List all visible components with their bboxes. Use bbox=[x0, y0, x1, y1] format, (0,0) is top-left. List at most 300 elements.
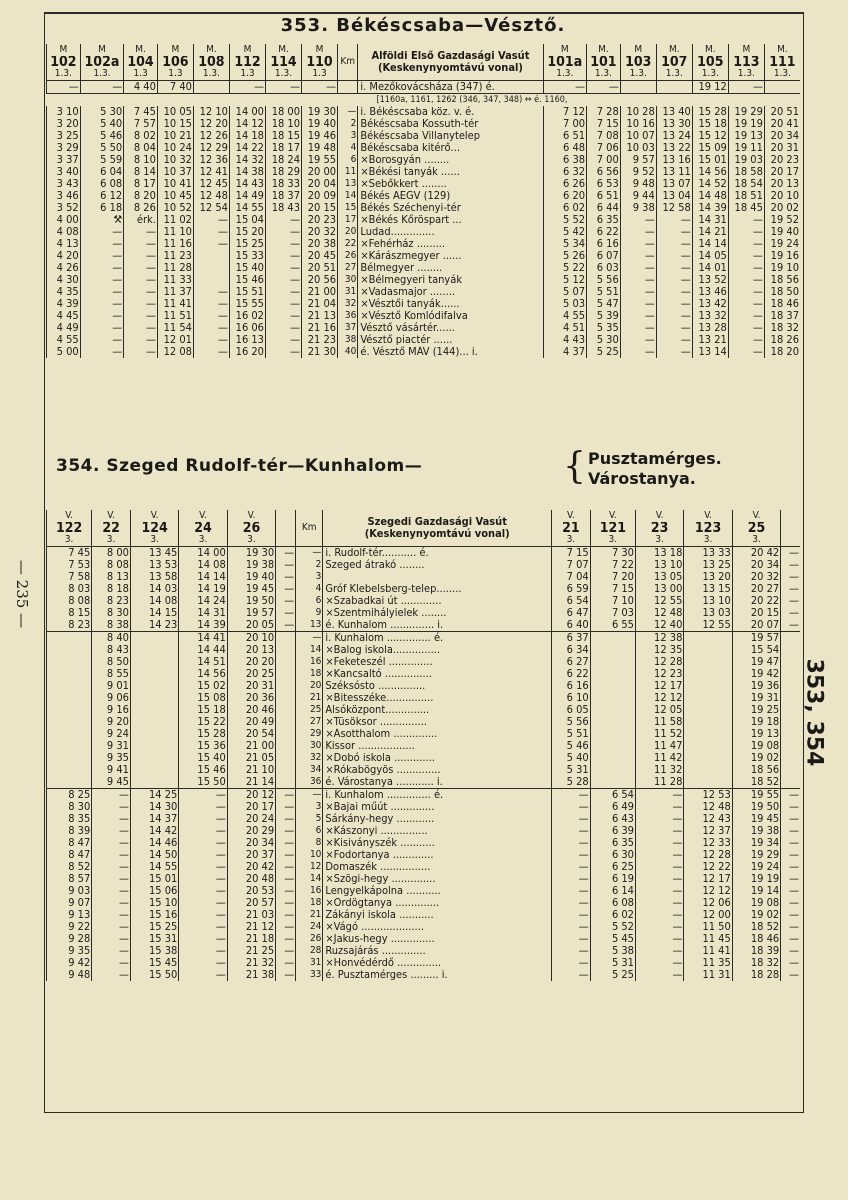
time-cell: — bbox=[80, 226, 123, 238]
time-cell: — bbox=[80, 334, 123, 346]
time-cell: 5 31 bbox=[590, 957, 635, 969]
km-cell: 30 bbox=[338, 274, 358, 286]
time-cell: 20 29 bbox=[227, 825, 275, 837]
time-cell: 9 22 bbox=[47, 921, 92, 933]
time-cell: 20 04 bbox=[302, 178, 338, 190]
station-name: Szeged átrakó ........ bbox=[323, 559, 552, 571]
time-cell: 14 43 bbox=[229, 178, 265, 190]
time-cell: 12 37 bbox=[684, 825, 732, 837]
time-cell: 9 03 bbox=[47, 885, 92, 897]
time-cell: 10 32 bbox=[157, 154, 193, 166]
time-cell: 6 18 bbox=[80, 202, 123, 214]
time-cell: — bbox=[276, 957, 296, 969]
station-name: ×Vésztői tanyák...... bbox=[358, 298, 543, 310]
time-cell: 4 20 bbox=[47, 250, 81, 262]
station-name: é. Pusztamérges ......... i. bbox=[323, 969, 552, 981]
table-353-title: 353. Békéscsaba—Vésztő. bbox=[280, 15, 566, 36]
time-cell: — bbox=[620, 238, 656, 250]
time-cell: — bbox=[552, 885, 591, 897]
km-cell: 21 bbox=[296, 909, 323, 921]
time-cell: 21 25 bbox=[227, 945, 275, 957]
col-train-number: 25 bbox=[732, 522, 780, 534]
time-cell: 12 12 bbox=[684, 885, 732, 897]
table-row bbox=[47, 740, 801, 752]
col-class bbox=[276, 534, 296, 547]
station-name: ×Békés Kőröspart ... bbox=[358, 214, 543, 226]
km-cell: 14 bbox=[296, 644, 323, 656]
time-cell: 8 52 bbox=[47, 861, 92, 873]
time-cell: — bbox=[193, 286, 229, 298]
time-cell: — bbox=[124, 298, 158, 310]
time-cell bbox=[684, 740, 732, 752]
time-cell: — bbox=[781, 789, 800, 802]
time-cell: — bbox=[620, 298, 656, 310]
time-cell bbox=[684, 716, 732, 728]
time-cell bbox=[130, 776, 178, 789]
time-cell: 6 34 bbox=[552, 644, 591, 656]
time-cell: 13 24 bbox=[656, 130, 692, 142]
time-cell: — bbox=[552, 813, 591, 825]
time-cell: 8 20 bbox=[124, 190, 158, 202]
time-cell: 13 10 bbox=[635, 559, 683, 571]
table-row bbox=[47, 595, 801, 607]
km-cell: 34 bbox=[296, 764, 323, 776]
col-train-number: 102 bbox=[47, 56, 81, 68]
time-cell: 14 21 bbox=[692, 226, 728, 238]
time-cell: — bbox=[47, 81, 81, 94]
station-name: Békés Széchenyi-tér bbox=[358, 202, 543, 214]
time-cell: 9 48 bbox=[620, 178, 656, 190]
time-cell: 12 43 bbox=[684, 813, 732, 825]
km-cell: 5 bbox=[296, 813, 323, 825]
time-cell: 5 52 bbox=[590, 921, 635, 933]
time-cell: 12 55 bbox=[684, 619, 732, 632]
col-class: 1.3. bbox=[656, 68, 692, 81]
time-cell: 19 12 bbox=[692, 81, 728, 94]
time-cell: 6 27 bbox=[552, 656, 591, 668]
col-category: M bbox=[229, 44, 265, 56]
station-name: ×Békési tanyák ...... bbox=[358, 166, 543, 178]
time-cell: 6 51 bbox=[543, 130, 586, 142]
time-cell bbox=[590, 656, 635, 668]
time-cell: 6 54 bbox=[552, 595, 591, 607]
time-cell bbox=[47, 776, 92, 789]
km-cell: 2 bbox=[296, 559, 323, 571]
table-row bbox=[47, 813, 801, 825]
table-353 bbox=[46, 44, 800, 358]
col-class: 1.3 bbox=[229, 68, 265, 81]
time-cell: — bbox=[276, 583, 296, 595]
km-cell: 8 bbox=[296, 837, 323, 849]
col-train-number: 122 bbox=[47, 522, 92, 534]
station-name: Békéscsaba Villanytelep bbox=[358, 130, 543, 142]
col-category bbox=[276, 510, 296, 522]
time-cell: 8 30 bbox=[92, 607, 131, 619]
time-cell: 14 44 bbox=[179, 644, 227, 656]
station-name: ×Fodortanya ............. bbox=[323, 849, 552, 861]
time-cell: 18 43 bbox=[265, 202, 301, 214]
time-cell: 15 25 bbox=[130, 921, 178, 933]
col-class: 1.3 bbox=[157, 68, 193, 81]
time-cell: 20 56 bbox=[302, 274, 338, 286]
time-cell: 18 46 bbox=[732, 933, 780, 945]
time-cell bbox=[764, 81, 800, 94]
time-cell: 19 52 bbox=[764, 214, 800, 226]
time-cell: — bbox=[635, 849, 683, 861]
time-cell: 8 23 bbox=[47, 619, 92, 632]
time-cell: 5 56 bbox=[552, 716, 591, 728]
time-cell: 20 51 bbox=[764, 106, 800, 118]
time-cell: 5 07 bbox=[543, 286, 586, 298]
time-cell: — bbox=[635, 801, 683, 813]
time-cell: 18 24 bbox=[265, 154, 301, 166]
time-cell: — bbox=[92, 789, 131, 802]
time-cell: — bbox=[276, 873, 296, 885]
time-cell: 13 21 bbox=[692, 334, 728, 346]
col-category: V. bbox=[732, 510, 780, 522]
time-cell: 8 57 bbox=[47, 873, 92, 885]
time-cell: 14 14 bbox=[692, 238, 728, 250]
time-cell: — bbox=[728, 298, 764, 310]
time-cell: 7 00 bbox=[543, 118, 586, 130]
time-cell: 18 28 bbox=[732, 969, 780, 981]
time-cell: 8 00 bbox=[92, 547, 131, 560]
time-cell: — bbox=[276, 849, 296, 861]
time-cell: 21 12 bbox=[227, 921, 275, 933]
time-cell: 18 52 bbox=[732, 776, 780, 789]
operator-name: Szegedi Gazdasági Vasút bbox=[367, 515, 507, 528]
time-cell: — bbox=[179, 933, 227, 945]
time-cell: 20 25 bbox=[227, 668, 275, 680]
time-cell: 5 22 bbox=[543, 262, 586, 274]
time-cell: — bbox=[552, 837, 591, 849]
time-cell: 19 46 bbox=[302, 130, 338, 142]
station-name: Vésztő vásártér...... bbox=[358, 322, 543, 334]
time-cell: 10 21 bbox=[157, 130, 193, 142]
col-train-number bbox=[276, 522, 296, 534]
time-cell: — bbox=[92, 969, 131, 981]
time-cell: — bbox=[124, 262, 158, 274]
col-train-number: 105 bbox=[692, 56, 728, 68]
time-cell: 21 05 bbox=[227, 752, 275, 764]
time-cell: — bbox=[656, 250, 692, 262]
time-cell: 5 50 bbox=[80, 142, 123, 154]
destination-2: Várostanya. bbox=[588, 469, 696, 488]
time-cell: 9 16 bbox=[92, 704, 131, 716]
time-cell: 8 35 bbox=[47, 813, 92, 825]
time-cell: — bbox=[80, 322, 123, 334]
time-cell: 19 03 bbox=[728, 154, 764, 166]
station-name: Széksósto ............... bbox=[323, 680, 552, 692]
time-cell: 14 41 bbox=[179, 632, 227, 645]
time-cell: — bbox=[552, 897, 591, 909]
time-cell: 14 22 bbox=[229, 142, 265, 154]
time-cell bbox=[781, 644, 800, 656]
time-cell: — bbox=[179, 957, 227, 969]
time-cell: 10 24 bbox=[157, 142, 193, 154]
time-cell bbox=[590, 728, 635, 740]
time-cell bbox=[590, 740, 635, 752]
time-cell: — bbox=[92, 813, 131, 825]
time-cell: — bbox=[781, 595, 800, 607]
km-cell: 38 bbox=[338, 334, 358, 346]
gauge-note: (Keskenynyomtávú vonal) bbox=[377, 61, 523, 74]
time-cell: 15 50 bbox=[130, 969, 178, 981]
time-cell: 5 46 bbox=[80, 130, 123, 142]
time-cell: 9 01 bbox=[92, 680, 131, 692]
time-cell bbox=[781, 704, 800, 716]
time-cell: 20 45 bbox=[302, 250, 338, 262]
time-cell: 20 27 bbox=[732, 583, 780, 595]
time-cell: 19 50 bbox=[227, 595, 275, 607]
time-cell: 12 28 bbox=[684, 849, 732, 861]
time-cell: 12 17 bbox=[635, 680, 683, 692]
time-cell: 7 53 bbox=[47, 559, 92, 571]
time-cell: 20 34 bbox=[227, 837, 275, 849]
time-cell: 14 52 bbox=[692, 178, 728, 190]
time-cell bbox=[47, 728, 92, 740]
time-cell: 15 06 bbox=[130, 885, 178, 897]
time-cell: 20 17 bbox=[227, 801, 275, 813]
time-cell: — bbox=[781, 813, 800, 825]
time-cell: — bbox=[265, 298, 301, 310]
time-cell: — bbox=[635, 873, 683, 885]
time-cell: 14 50 bbox=[130, 849, 178, 861]
time-cell bbox=[47, 692, 92, 704]
km-cell: 20 bbox=[296, 680, 323, 692]
time-cell: 16 13 bbox=[229, 334, 265, 346]
time-cell: 14 24 bbox=[179, 595, 227, 607]
time-cell: 15 55 bbox=[229, 298, 265, 310]
time-cell: 15 18 bbox=[179, 704, 227, 716]
table-row bbox=[47, 250, 801, 262]
time-cell: — bbox=[781, 897, 800, 909]
table-row bbox=[47, 873, 801, 885]
time-cell bbox=[684, 632, 732, 645]
time-cell: 16 20 bbox=[229, 346, 265, 358]
time-cell: 9 44 bbox=[620, 190, 656, 202]
time-cell: — bbox=[229, 81, 265, 94]
time-cell: 4 13 bbox=[47, 238, 81, 250]
time-cell: 21 10 bbox=[227, 764, 275, 776]
time-cell: 4 39 bbox=[47, 298, 81, 310]
time-cell: 21 38 bbox=[227, 969, 275, 981]
time-cell: 12 23 bbox=[635, 668, 683, 680]
time-cell: — bbox=[276, 921, 296, 933]
time-cell bbox=[781, 728, 800, 740]
km-cell: 37 bbox=[338, 322, 358, 334]
time-cell bbox=[684, 704, 732, 716]
time-cell: — bbox=[781, 619, 800, 632]
time-cell: 3 37 bbox=[47, 154, 81, 166]
time-cell: 4 55 bbox=[543, 310, 586, 322]
time-cell bbox=[130, 632, 178, 645]
time-cell: 14 48 bbox=[692, 190, 728, 202]
time-cell: — bbox=[193, 214, 229, 226]
time-cell: — bbox=[80, 286, 123, 298]
time-cell: — bbox=[179, 849, 227, 861]
time-cell: 9 41 bbox=[92, 764, 131, 776]
time-cell: 8 55 bbox=[92, 668, 131, 680]
time-cell: 14 01 bbox=[692, 262, 728, 274]
time-cell: 6 19 bbox=[590, 873, 635, 885]
time-cell: 20 31 bbox=[764, 142, 800, 154]
time-cell: 13 28 bbox=[692, 322, 728, 334]
time-cell: 8 10 bbox=[124, 154, 158, 166]
table-row bbox=[47, 885, 801, 897]
time-cell: 15 46 bbox=[229, 274, 265, 286]
time-cell: 7 12 bbox=[543, 106, 586, 118]
km-cell: 36 bbox=[296, 776, 323, 789]
time-cell: 8 03 bbox=[47, 583, 92, 595]
time-cell: 15 18 bbox=[692, 118, 728, 130]
time-cell bbox=[276, 752, 296, 764]
time-cell: 4 30 bbox=[47, 274, 81, 286]
time-cell: 12 38 bbox=[635, 632, 683, 645]
time-cell: 21 18 bbox=[227, 933, 275, 945]
time-cell: — bbox=[179, 945, 227, 957]
time-cell: — bbox=[728, 322, 764, 334]
time-cell: 7 30 bbox=[590, 547, 635, 560]
col-class: 1.3. bbox=[728, 68, 764, 81]
time-cell: — bbox=[276, 789, 296, 802]
time-cell: 6 38 bbox=[543, 154, 586, 166]
time-cell: 11 02 bbox=[157, 214, 193, 226]
time-cell: 20 42 bbox=[732, 547, 780, 560]
time-cell: 19 13 bbox=[728, 130, 764, 142]
time-cell: — bbox=[635, 885, 683, 897]
time-cell: 13 30 bbox=[656, 118, 692, 130]
time-cell: — bbox=[635, 921, 683, 933]
time-cell: 13 11 bbox=[656, 166, 692, 178]
time-cell: — bbox=[276, 595, 296, 607]
table-row bbox=[47, 752, 801, 764]
time-cell: 18 56 bbox=[764, 274, 800, 286]
time-cell bbox=[781, 716, 800, 728]
col-class: 1.3. bbox=[543, 68, 586, 81]
time-cell: — bbox=[179, 873, 227, 885]
time-cell bbox=[684, 776, 732, 789]
time-cell: 11 50 bbox=[684, 921, 732, 933]
time-cell: 8 17 bbox=[124, 178, 158, 190]
km-cell: 14 bbox=[338, 190, 358, 202]
col-category: V. bbox=[130, 510, 178, 522]
time-cell: 13 16 bbox=[656, 154, 692, 166]
time-cell: 4 49 bbox=[47, 322, 81, 334]
time-cell: — bbox=[92, 861, 131, 873]
time-cell: 20 34 bbox=[764, 130, 800, 142]
time-cell: 6 22 bbox=[587, 226, 621, 238]
time-cell: 13 46 bbox=[692, 286, 728, 298]
km-cell: 13 bbox=[338, 178, 358, 190]
time-cell: — bbox=[635, 909, 683, 921]
time-cell bbox=[276, 704, 296, 716]
time-cell: — bbox=[552, 957, 591, 969]
time-cell bbox=[276, 740, 296, 752]
km-cell: 31 bbox=[296, 957, 323, 969]
time-cell: 19 40 bbox=[227, 571, 275, 583]
time-cell: 21 00 bbox=[227, 740, 275, 752]
time-cell: 6 56 bbox=[587, 166, 621, 178]
time-cell: 5 25 bbox=[590, 969, 635, 981]
time-cell: 19 02 bbox=[732, 909, 780, 921]
station-name: ×Feketeszél .............. bbox=[323, 656, 552, 668]
time-cell bbox=[781, 752, 800, 764]
time-cell: — bbox=[276, 945, 296, 957]
km-cell: 29 bbox=[296, 728, 323, 740]
time-cell: — bbox=[656, 334, 692, 346]
time-cell: 21 23 bbox=[302, 334, 338, 346]
time-cell: 10 05 bbox=[157, 106, 193, 118]
time-cell: 15 22 bbox=[179, 716, 227, 728]
table-row bbox=[47, 298, 801, 310]
time-cell: 8 02 bbox=[124, 130, 158, 142]
time-cell: 9 35 bbox=[47, 945, 92, 957]
time-cell: — bbox=[620, 214, 656, 226]
time-cell: 8 47 bbox=[47, 849, 92, 861]
time-cell bbox=[590, 764, 635, 776]
km-cell: 3 bbox=[338, 130, 358, 142]
col-category: M. bbox=[265, 44, 301, 56]
col-train-number: 106 bbox=[157, 56, 193, 68]
station-name: Alsóközpont.............. bbox=[323, 704, 552, 716]
time-cell: 20 15 bbox=[732, 607, 780, 619]
km-cell: — bbox=[338, 106, 358, 118]
time-cell: — bbox=[781, 547, 800, 560]
time-cell: 8 50 bbox=[92, 656, 131, 668]
time-cell: 19 19 bbox=[732, 873, 780, 885]
time-cell: 13 40 bbox=[656, 106, 692, 118]
time-cell: 9 48 bbox=[47, 969, 92, 981]
time-cell: — bbox=[728, 286, 764, 298]
col-train-number: 26 bbox=[227, 522, 275, 534]
col-category: M. bbox=[587, 44, 621, 56]
time-cell: — bbox=[276, 559, 296, 571]
time-cell: — bbox=[620, 262, 656, 274]
time-cell: 11 16 bbox=[157, 238, 193, 250]
time-cell bbox=[130, 644, 178, 656]
time-cell: 5 00 bbox=[47, 346, 81, 358]
col-class: 1.3. bbox=[587, 68, 621, 81]
time-cell: 15 09 bbox=[692, 142, 728, 154]
station-name: ×Honvédérdő .............. bbox=[323, 957, 552, 969]
time-cell: 7 15 bbox=[552, 547, 591, 560]
col-class: 1.3 bbox=[302, 68, 338, 81]
time-cell: 13 03 bbox=[684, 607, 732, 619]
time-cell: — bbox=[635, 969, 683, 981]
time-cell: 19 08 bbox=[732, 897, 780, 909]
time-cell: 6 20 bbox=[543, 190, 586, 202]
time-cell bbox=[130, 692, 178, 704]
time-cell: 9 38 bbox=[620, 202, 656, 214]
col-category: M bbox=[157, 44, 193, 56]
time-cell: 21 14 bbox=[227, 776, 275, 789]
time-cell: 7 40 bbox=[157, 81, 193, 94]
time-cell: — bbox=[781, 945, 800, 957]
table-row bbox=[47, 190, 801, 202]
time-cell: 5 47 bbox=[587, 298, 621, 310]
time-cell bbox=[590, 692, 635, 704]
time-cell: 15 08 bbox=[179, 692, 227, 704]
table-row bbox=[47, 776, 801, 789]
time-cell bbox=[276, 716, 296, 728]
time-cell bbox=[781, 692, 800, 704]
time-cell: — bbox=[265, 322, 301, 334]
time-cell: 6 14 bbox=[590, 885, 635, 897]
time-cell: 13 45 bbox=[130, 547, 178, 560]
time-cell bbox=[684, 752, 732, 764]
time-cell: 4 37 bbox=[543, 346, 586, 358]
